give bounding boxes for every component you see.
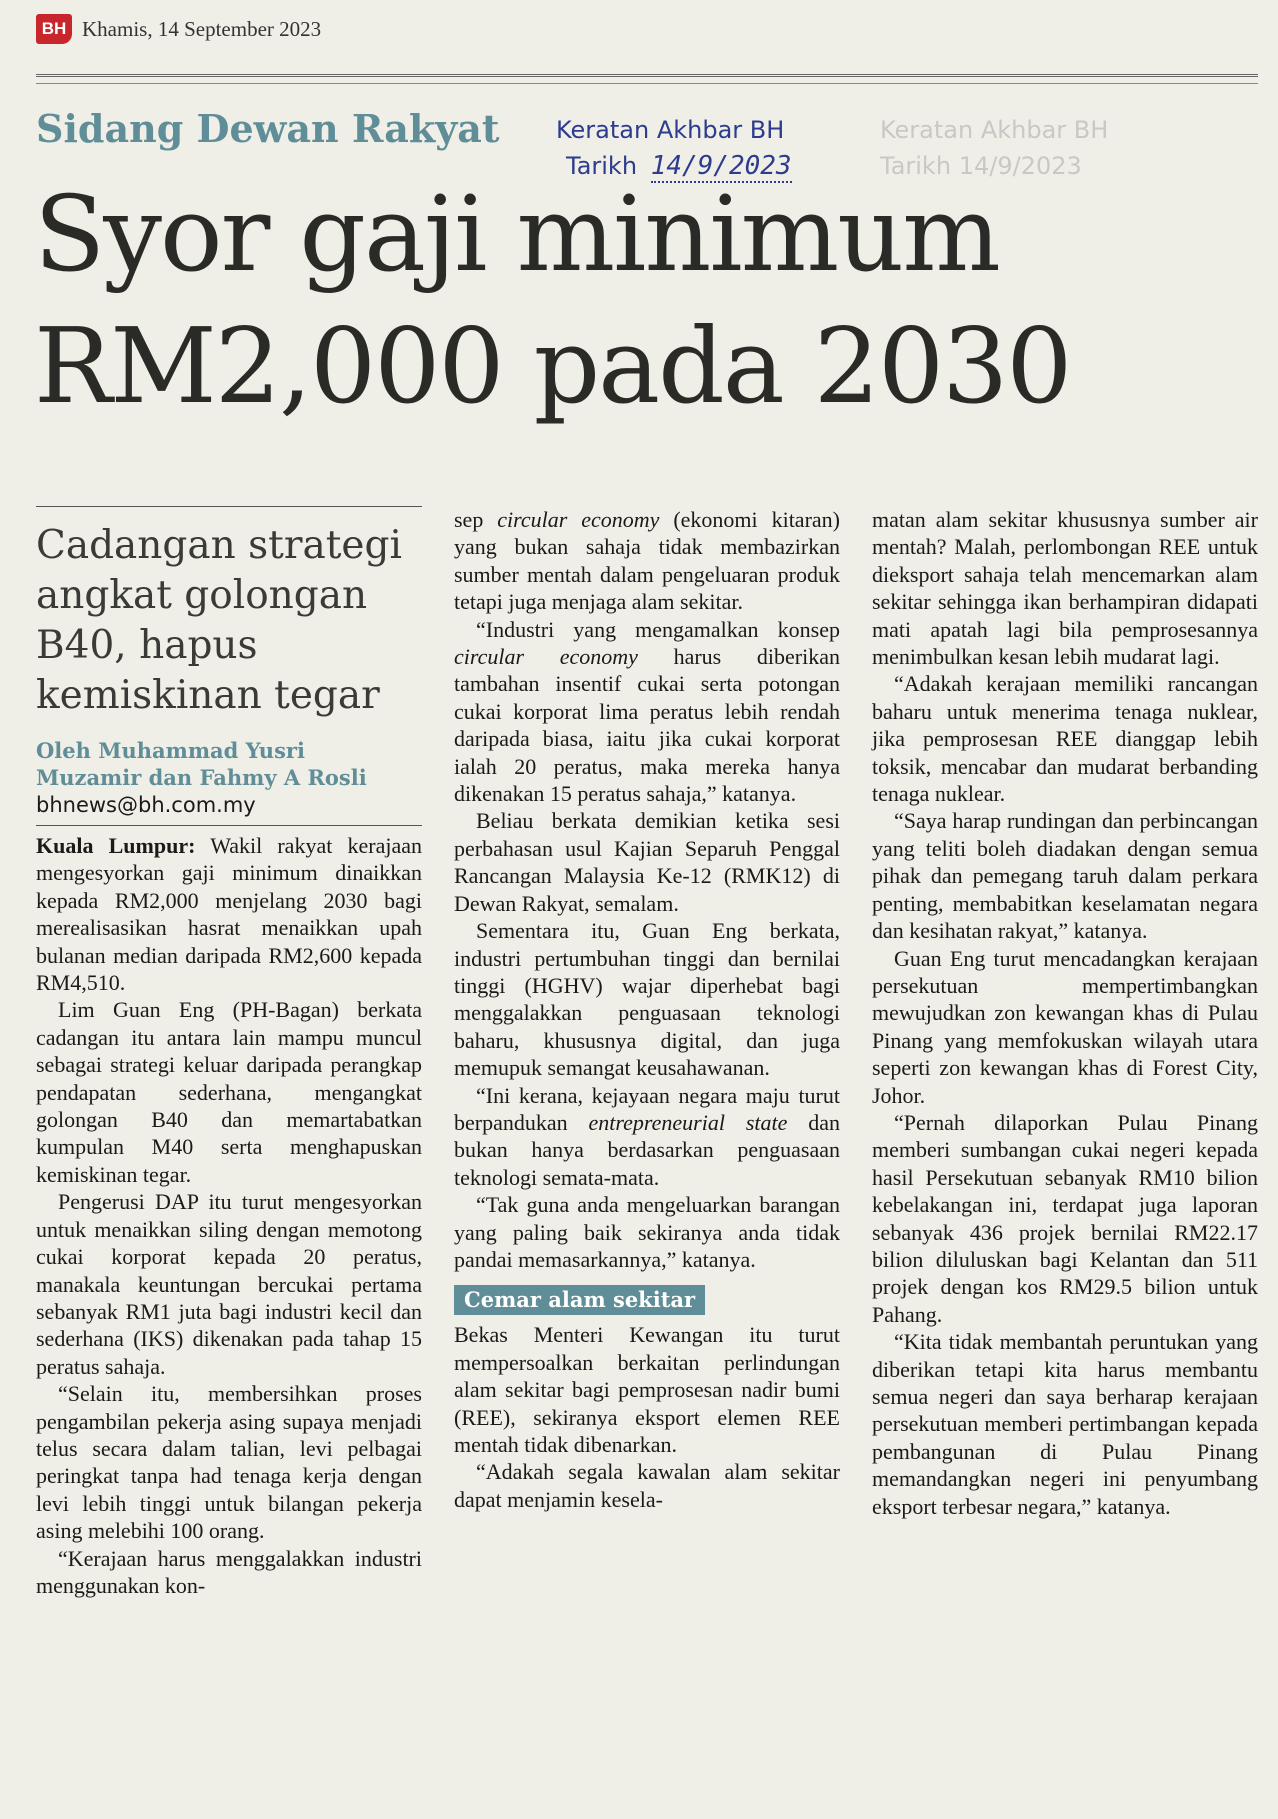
bleed-title: Keratan Akhbar BH xyxy=(880,116,1109,144)
article-column-1 xyxy=(36,506,422,1599)
paragraph: Bekas Menteri Kewangan itu turut mempersoalkan berkaitan perlindungan alam sekitar bagi pemprosesan nadir bumi (REE), sekiranya eksport elemen REE mentah tidak dibenarkan. xyxy=(454,1322,840,1457)
stamp-title: Keratan Akhbar BH xyxy=(556,116,785,144)
paragraph: Pengerusi DAP itu turut mengesyorkan untuk menaikkan siling dengan memotong cukai korporat kepada 20 peratus, manakala keuntungan bercukai pertama sebanyak RM1 juta bagi industri kecil dan sederhana (IKS) dikenakan pada tahap 15 peratus sahaja. xyxy=(36,1189,422,1379)
article-column-3 xyxy=(872,506,1258,1520)
paragraph xyxy=(454,506,840,616)
emphasis-text: circular economy xyxy=(454,644,638,670)
paragraph: “Selain itu, membersihkan proses pengambilan pekerja asing supaya menjadi telus secara dalam talian, levi pelbagai peringkat tanpa had tenaga kerja dengan levi lebih tinggi untuk bilangan pekerja asing melebihi 100 orang. xyxy=(36,1381,422,1544)
bh-logo: BH xyxy=(36,14,72,44)
paragraph xyxy=(454,1082,840,1192)
paragraph: “Pernah dilaporkan Pulau Pinang memberi sumbangan cukai negeri kepada hasil Persekutuan sebanyak RM10 bilion kebelakangan ini, terdapat juga laporan sebanyak 436 projek bernilai RM22.17 bilion diluluskan bagi Kelantan dan 511 projek dengan kos RM29.5 bilion untuk Pahang. xyxy=(872,1109,1258,1327)
paragraph: “Adakah kerajaan memiliki rancangan baharu untuk menerima tenaga nuklear, jika pemprosesan REE dianggap lebih toksik, mencabar dan mudarat berbanding tenaga nuklear. xyxy=(872,671,1258,807)
emphasis-text: circular economy xyxy=(497,507,660,532)
deck: Cadangan strategi angkat golongan B40, hapus kemiskinan tegar xyxy=(36,523,402,718)
paragraph: “Kerajaan harus menggalakkan industri menggunakan kon- xyxy=(36,1545,422,1598)
byline-line-1: Oleh Muhammad Yusri xyxy=(36,738,305,763)
stamp-date-label: Tarikh xyxy=(566,152,638,180)
bleed-date-value: 14/9/2023 xyxy=(958,152,1082,180)
article-column-2 xyxy=(454,506,840,1513)
paragraph: “Adakah segala kawalan alam sekitar dapat menjamin kesela- xyxy=(454,1459,840,1512)
paragraph-text: harus diberikan tambahan insentif cukai serta potongan cukai korporat lima peratus lebih rendah daripada biasa, iaitu jika cukai korporat ialah 20 peratus, maka mereka hanya dikenakan 15 peratus sahaja,” katanya. xyxy=(454,644,840,807)
paragraph: “Saya harap rundingan dan perbincangan yang teliti boleh diadakan dengan semua pihak dan pemegang taruh dalam perkara penting, membabitkan keselamatan negara dan kesihatan rakyat,” katanya. xyxy=(872,808,1258,944)
paragraph: “Kita tidak membantah peruntukan yang diberikan tetapi kita harus membantu semua negeri dan saya berharap kerajaan persekutuan memberi pertimbangan kepada pembangunan di Pulau Pinang memandangkan negeri ini penyumbang eksport terbesar negara,” katanya. xyxy=(872,1329,1258,1519)
paragraph-text: sep xyxy=(454,507,498,532)
section-label: Sidang Dewan Rakyat xyxy=(36,106,500,151)
paragraph-text: (ekonomi kitaran) yang bukan sahaja tidak membazirkan sumber mentah dalam pengeluaran produk tetapi juga menjaga alam sekitar. xyxy=(454,507,840,615)
paragraph-text: dan bukan hanya berdasarkan penguasaan teknologi semata-mata. xyxy=(454,1109,841,1190)
paragraph-text: “Industri yang mengamalkan konsep xyxy=(476,616,840,642)
publication-date: Khamis, 14 September 2023 xyxy=(82,16,322,41)
paragraph xyxy=(36,832,422,996)
paragraph: Lim Guan Eng (PH-Bagan) berkata cadangan itu antara lain mampu muncul sebagai strategi keluar daripada perangkap pendapatan sederhana, mengangkat golongan B40 dan memartabatkan kumpulan M40 serta menghapuskan kemiskinan tegar. xyxy=(36,997,422,1187)
dateline: Kuala Lumpur: xyxy=(36,833,196,858)
stamp-date-value: 14/9/2023 xyxy=(650,151,792,181)
headline xyxy=(34,168,1254,432)
masthead xyxy=(36,12,321,46)
bleed-date-label: Tarikh xyxy=(880,152,952,180)
emphasis-text: entrepreneurial state xyxy=(588,1109,788,1135)
paragraph: matan alam sekitar khususnya sumber air mentah? Malah, perlombongan REE untuk dieksport sahaja telah mencemarkan alam sekitar sehingga ikan berhampiran didapati mati apatah lagi bila pemprosesannya menimbulkan kesan lebih mudarat lagi. xyxy=(872,507,1258,670)
paragraph: “Tak guna anda mengeluarkan barangan yang paling baik sekiranya anda tidak pandai memasarkannya,” katanya. xyxy=(454,1192,840,1272)
masthead-rule xyxy=(36,74,1258,84)
paragraph: Guan Eng turut mencadangkan kerajaan persekutuan mempertimbangkan mewujudkan zon kewangan khas di Pulau Pinang yang memfokuskan wilayah utara seperti zon kewangan khas di Forest City, Johor. xyxy=(872,945,1258,1108)
paragraph: Beliau berkata demikian ketika sesi perbahasan usul Kajian Separuh Penggal Rancangan Malaysia Ke-12 (RMK12) di Dewan Rakyat, semalam. xyxy=(454,808,840,916)
byline-email: bhnews@bh.com.my xyxy=(36,791,422,826)
headline-line-1: Syor gaji minimum xyxy=(34,173,999,295)
paragraph-text: “Ini kerana, kejayaan negara maju turut berpandukan xyxy=(454,1082,840,1135)
deck-rule xyxy=(36,506,422,507)
byline-line-2: Muzamir dan Fahmy A Rosli xyxy=(36,765,367,790)
paragraph xyxy=(454,616,840,808)
paragraph: Sementara itu, Guan Eng berkata, industri pertumbuhan tinggi dan bernilai tinggi (HGHV) wajar diperhebat bagi menggalakkan penguasaan teknologi baharu, khususnya digital, dan juga memupuk semangat keusahawanan. xyxy=(454,918,840,1081)
byline xyxy=(36,737,422,791)
headline-line-2: RM2,000 pada 2030 xyxy=(34,305,1071,427)
subsection-heading: Cemar alam sekitar xyxy=(454,1285,705,1315)
paragraph-text: Wakil rakyat kerajaan mengesyorkan gaji minimum dinaikkan kepada RM2,000 menjelang 2030 bagi merealisasikan hasrat menaikkan upah bulanan median daripada RM2,600 kepada RM4,510. xyxy=(36,833,422,996)
